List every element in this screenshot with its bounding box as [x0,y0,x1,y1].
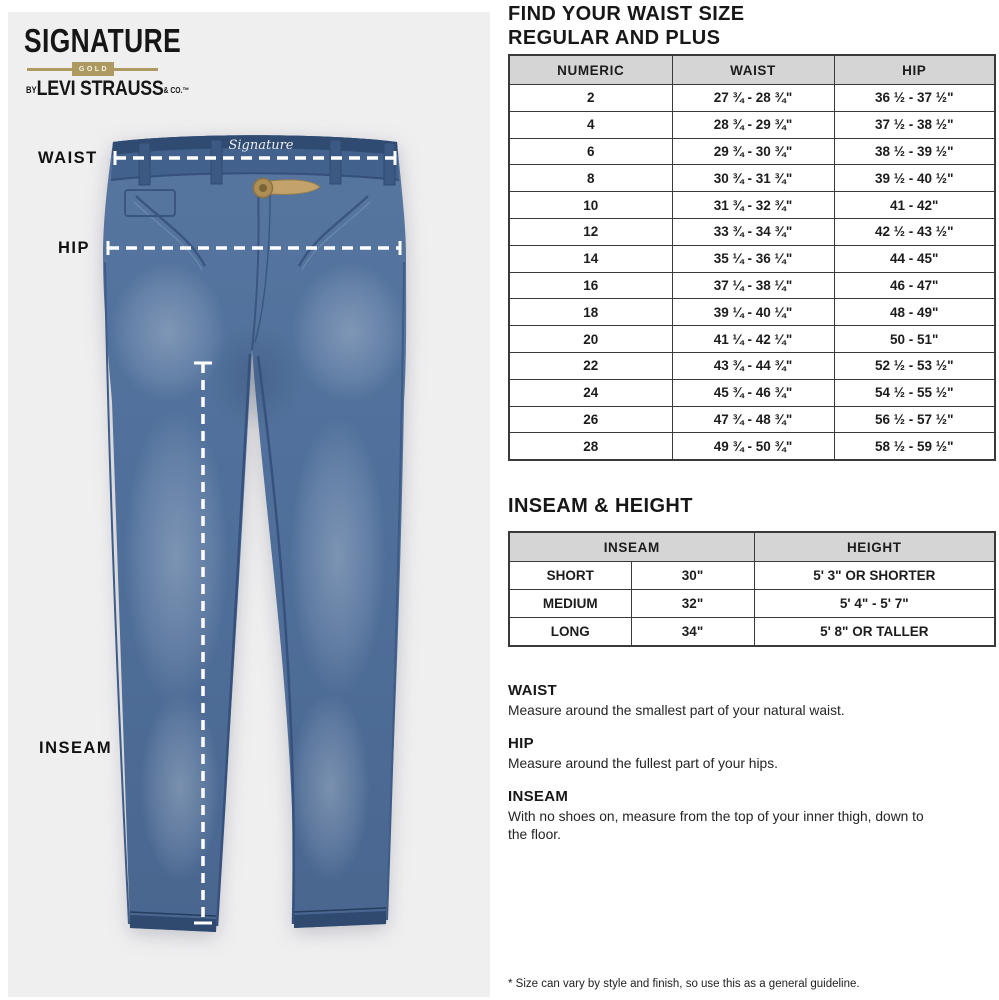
cell-length-label: SHORT [509,562,631,590]
column-header-waist: WAIST [672,55,834,85]
cell-waist: 47 ¾ - 48 ¾" [672,406,834,433]
cell-length-label: LONG [509,618,631,647]
brand-by-prefix: BY [26,85,37,95]
cell-waist: 39 ¼ - 40 ¼" [672,299,834,326]
cell-numeric: 16 [509,272,672,299]
cell-numeric: 6 [509,138,672,165]
table-row [509,618,995,647]
cell-numeric: 12 [509,218,672,245]
brand-company: LEVI STRAUSS [36,77,164,100]
belt-loop [139,143,150,185]
cell-hip: 42 ½ - 43 ½" [834,218,995,245]
table-header-row [509,55,995,85]
brand-name: SIGNATURE [24,22,182,59]
cell-length-label: MEDIUM [509,590,631,618]
cell-waist: 37 ¼ - 38 ¼" [672,272,834,299]
cell-height: 5' 8" OR TALLER [754,618,995,647]
cell-waist: 28 ¾ - 29 ¾" [672,111,834,138]
table-row [509,562,995,590]
definition-term-inseam: INSEAM [508,788,569,805]
brand-logo [24,22,224,100]
waist-diagram-label: WAIST [38,149,98,167]
cell-numeric: 20 [509,326,672,353]
cell-hip: 39 ½ - 40 ½" [834,165,995,192]
gold-badge [72,62,114,76]
column-header-height: HEIGHT [754,532,995,562]
cell-waist: 49 ¾ - 50 ¾" [672,433,834,460]
cell-hip: 50 - 51" [834,326,995,353]
page-title [508,2,745,50]
brand-company-line [26,77,189,101]
table-header-row [509,532,995,562]
definition-text-inseam: With no shoes on, measure from the top of your inner thigh, down to the floor. [508,809,924,842]
cell-numeric: 10 [509,192,672,219]
cell-numeric: 24 [509,379,672,406]
table-row [509,433,995,460]
cell-hip: 54 ½ - 55 ½" [834,379,995,406]
cell-hip: 52 ½ - 53 ½" [834,352,995,379]
table-row [509,299,995,326]
table-row [509,590,995,618]
table-row [509,111,995,138]
table-row [509,352,995,379]
cell-waist: 33 ¾ - 34 ¾" [672,218,834,245]
inseam-diagram-label: INSEAM [39,739,113,757]
belt-loop [211,140,222,184]
cell-inseam: 30" [631,562,754,590]
disclaimer-footnote: * Size can vary by style and finish, so use this as a general guideline. [508,978,860,990]
page-title-line1: FIND YOUR WAIST SIZE [508,3,745,25]
cell-hip: 46 - 47" [834,272,995,299]
cell-waist: 35 ¼ - 36 ¼" [672,245,834,272]
column-header-inseam: INSEAM [509,532,754,562]
cell-inseam: 34" [631,618,754,647]
cell-hip: 58 ½ - 59 ½" [834,433,995,460]
definition-text-waist: Measure around the smallest part of your natural waist. [508,703,845,718]
cell-waist: 43 ¾ - 44 ¾" [672,352,834,379]
cell-numeric: 28 [509,433,672,460]
table-row [509,379,995,406]
cell-numeric: 14 [509,245,672,272]
cell-hip: 56 ½ - 57 ½" [834,406,995,433]
cell-numeric: 8 [509,165,672,192]
gold-badge-label: GOLD [78,65,110,73]
table-row [509,165,995,192]
table-row [509,138,995,165]
page-title-line2: REGULAR AND PLUS [508,27,721,49]
table-row [509,192,995,219]
cell-numeric: 22 [509,352,672,379]
inseam-height-table [508,531,996,647]
cell-waist: 31 ¾ - 32 ¾" [672,192,834,219]
cell-numeric: 26 [509,406,672,433]
measure-diagram-panel [8,12,490,997]
cell-waist: 30 ¾ - 31 ¾" [672,165,834,192]
cell-waist: 41 ¼ - 42 ¼" [672,326,834,353]
table-row [509,245,995,272]
table-row [509,85,995,112]
table-row [509,218,995,245]
column-header-hip: HIP [834,55,995,85]
waist-size-table [508,54,996,461]
column-header-numeric: NUMERIC [509,55,672,85]
cell-hip: 36 ½ - 37 ½" [834,85,995,112]
cell-inseam: 32" [631,590,754,618]
cell-hip: 37 ½ - 38 ½" [834,111,995,138]
cell-numeric: 4 [509,111,672,138]
table-row [509,326,995,353]
belt-loop [384,143,395,185]
waistband-tag-text: Signature [228,138,294,153]
definition-term-hip: HIP [508,735,534,752]
table-row [509,406,995,433]
hip-diagram-label: HIP [58,239,91,257]
cell-hip: 48 - 49" [834,299,995,326]
brand-co-suffix: & CO.™ [163,86,190,95]
cell-waist: 27 ¾ - 28 ¾" [672,85,834,112]
belt-loop [330,140,341,184]
cell-height: 5' 4" - 5' 7" [754,590,995,618]
cell-waist: 45 ¾ - 46 ¾" [672,379,834,406]
definition-term-waist: WAIST [508,682,557,699]
cell-height: 5' 3" OR SHORTER [754,562,995,590]
inseam-section-title: INSEAM & HEIGHT [508,495,693,517]
cell-hip: 38 ½ - 39 ½" [834,138,995,165]
cell-waist: 29 ¾ - 30 ¾" [672,138,834,165]
cell-hip: 44 - 45" [834,245,995,272]
definition-text-hip: Measure around the fullest part of your hips. [508,756,778,771]
cell-numeric: 18 [509,299,672,326]
cell-numeric: 2 [509,85,672,112]
cell-hip: 41 - 42" [834,192,995,219]
measure-definitions [508,682,994,859]
table-row [509,272,995,299]
